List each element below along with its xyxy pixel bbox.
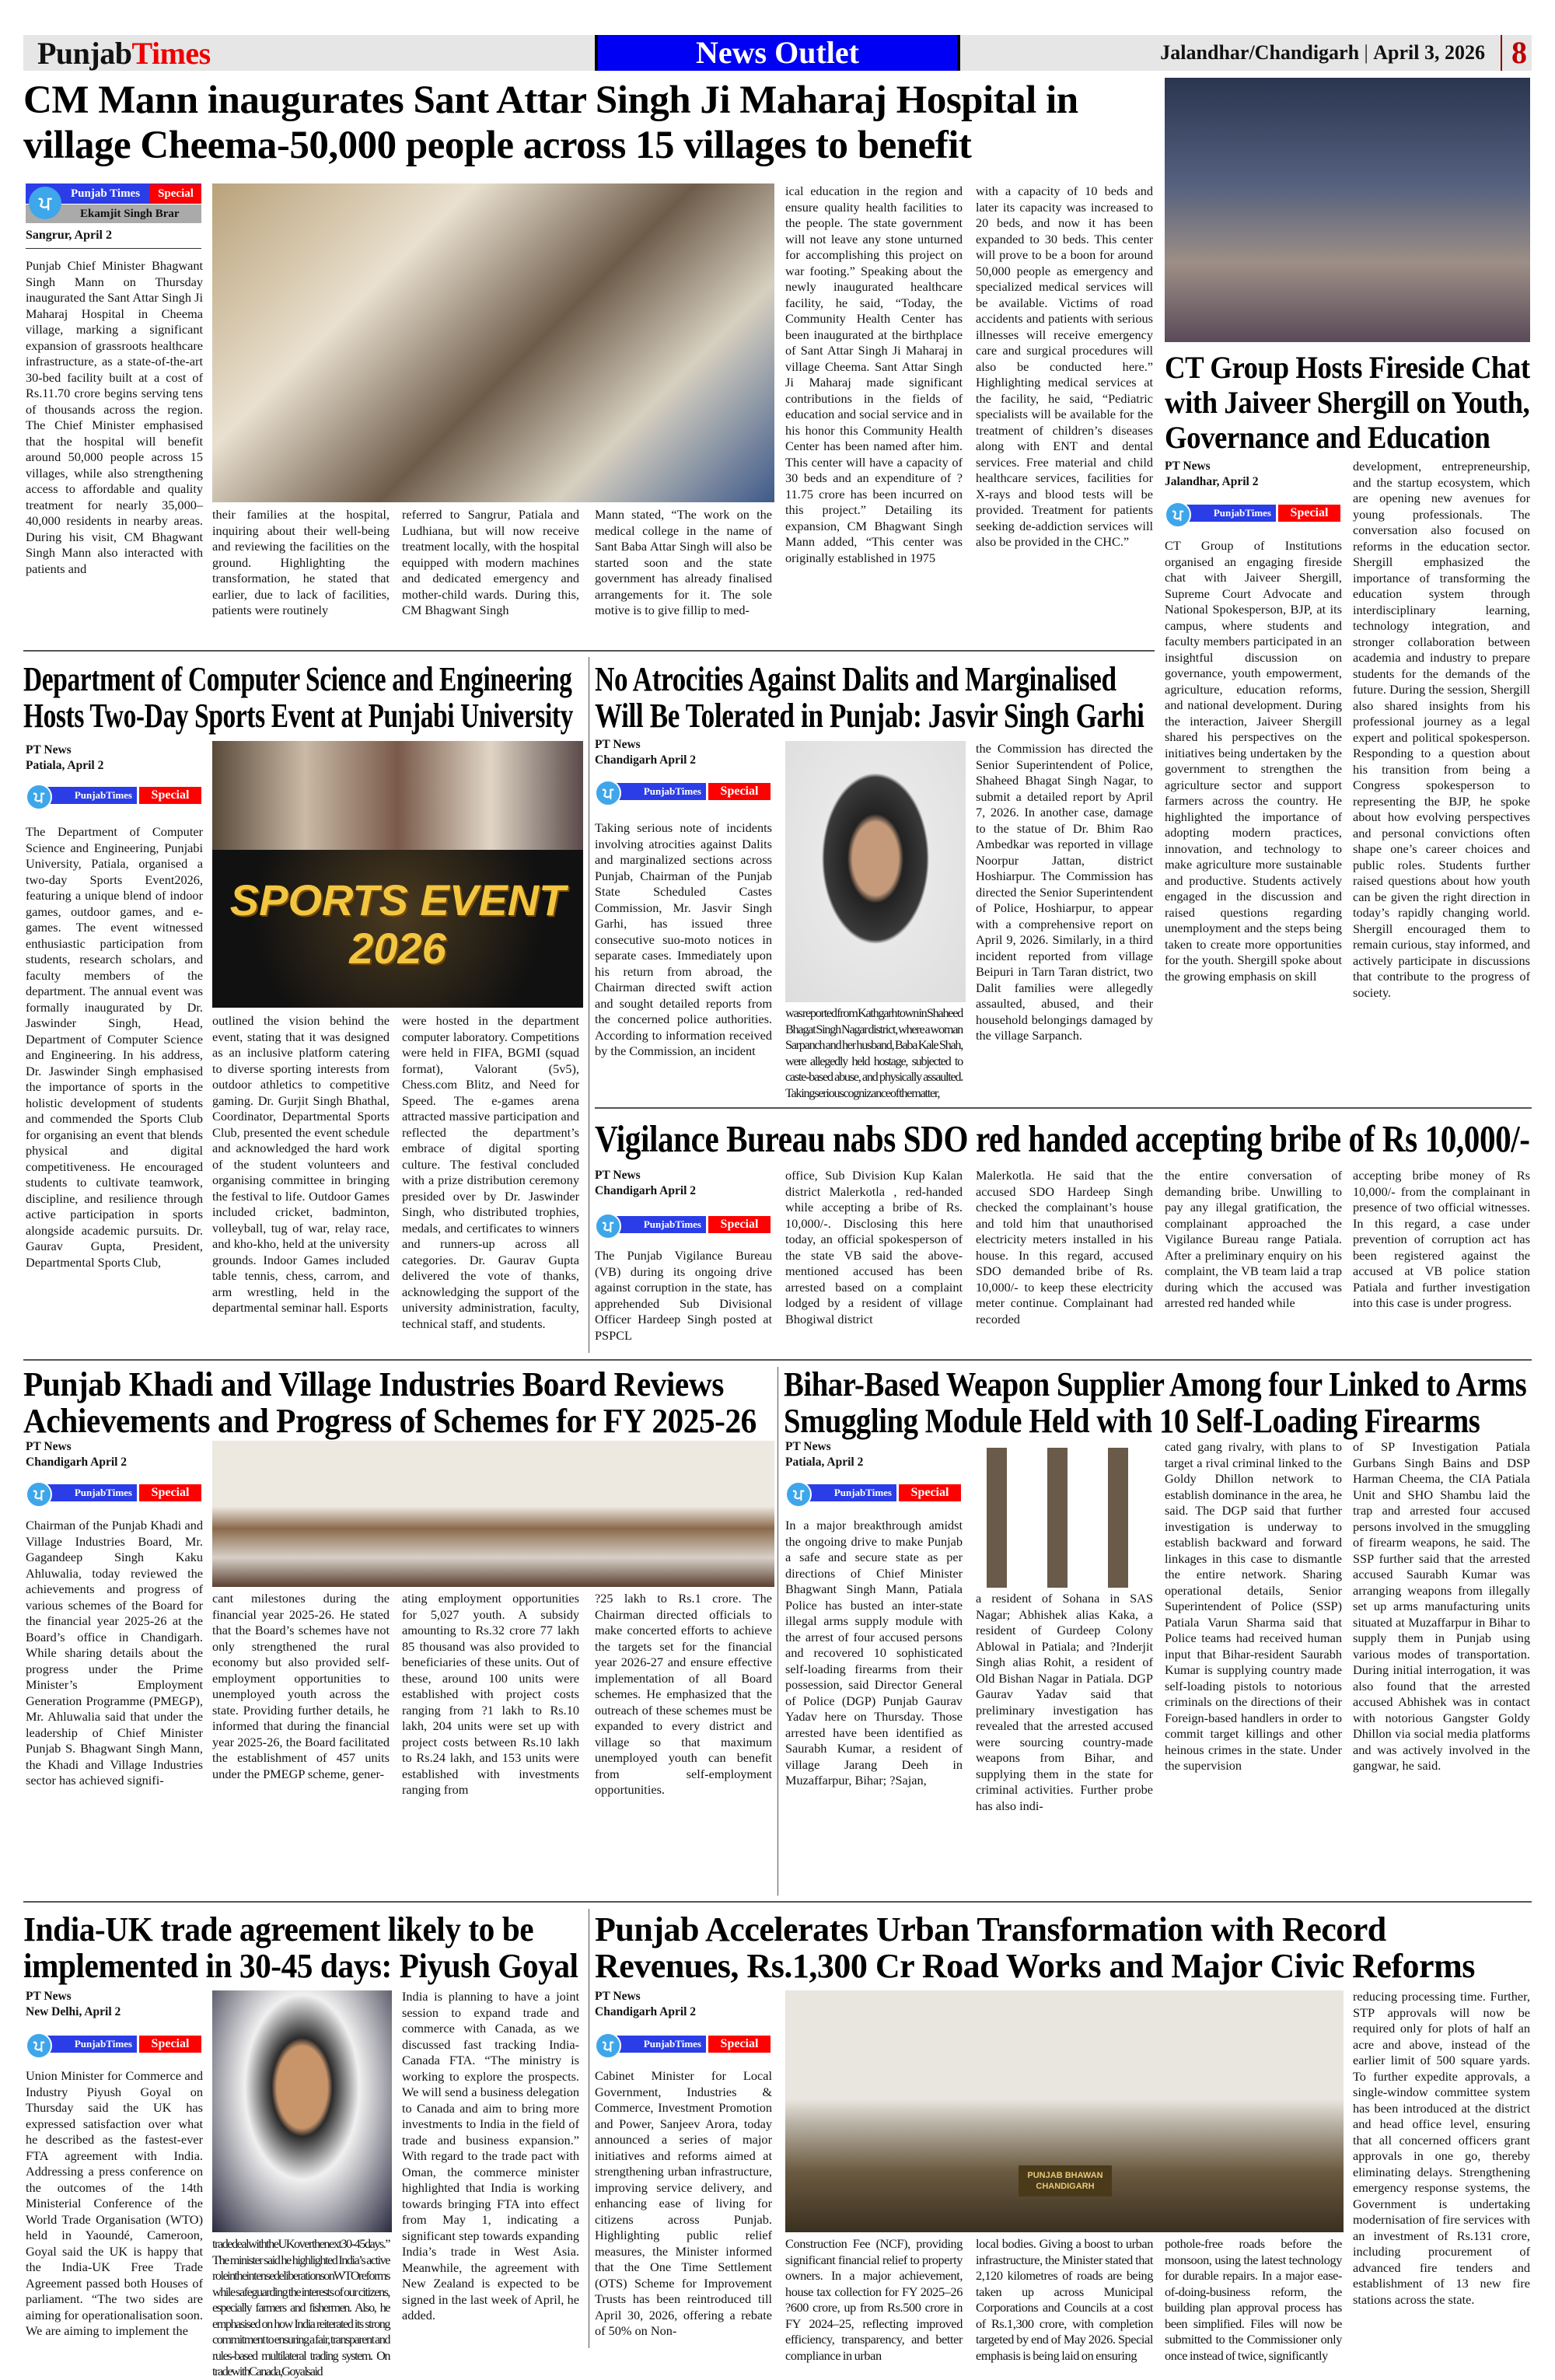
article-column: ?25 lakh to Rs.1 crore. The Chairman directed officials to make concerted efforts to achieve the targets set for the financial year 2026-27 and ensure effective implementation of all Board schemes. He emphasized that the outreach of these schemes must be expanded to every district and village so that maximum unemployed youth can benefit from self-employment opportunities. xyxy=(595,1591,772,1797)
dateline: Chandigarh April 2 xyxy=(595,753,697,767)
article-column: India is planning to have a joint session to expand trade and commerce with Canada, as we discussed fast tracking India-Canada FTA. “The ministry is working to explore the prospects. We will send a business delegation to Canada and aim to bring more investments to India in the field of trade and business expansion.” With regard to the trade pact with Oman, the commerce minister highlighted that India is working towards bringing FTA into effect from May 1, indicating a significant step towards expanding India’s trade in West Asia. Meanwhile, the agreement with New Zealand is expected to be signed in the last week of April, he added. xyxy=(402,1989,579,2322)
source: PT News xyxy=(26,1990,72,2003)
author-name: Ekamjit Singh Brar xyxy=(80,208,180,220)
dateline: Patiala, April 2 xyxy=(785,1456,864,1469)
article-column: development, entrepreneurship, and the startup ecosystem, which are opening new avenues for young professionals. The conversation also focused on reforms in the education sector. Shergill emphasized the importance of transforming the education system through interdisciplinary learning, technology integration, and stronger collaboration between academia and industry to prepare students for the demands of the future. During the session, Shergill also shared insights from his professional journey as a legal expert and political spokesperson. Responding to a question about his transition from being a Congress spokesperson to representing the BJP, he spoke about how evolving perspectives and personal convictions often shape one’s career choices and public roles. Students further raised questions about how youth can be given the right direction in today’s rapidly changing world. Shergill encouraged them to remain curious, stay informed, and actively participate in discussions that contribute to the progress of society. xyxy=(1353,459,1530,1000)
dateline: Patiala, April 2 xyxy=(26,759,104,772)
special-badge: ਪ PunjabTimes Special xyxy=(26,2032,201,2056)
article-column: Construction Fee (NCF), providing significant financial relief to property owners. In a major achievement, house tax collection for FY 2025–26 ?600 crore, up from Rs.500 crore in FY 2024–25, reflecting improved efficiency, transparency, and better compliance in urban xyxy=(785,2236,963,2363)
divider xyxy=(595,1107,1532,1109)
logo-part-1: Punjab xyxy=(37,36,132,71)
article-column: cated gang rivalry, with plans to target a rival criminal linked to the Goldy Dhillon network to establish dominance in the area, he said. The DGP said that further investigation is underway to establish backward and forward linkages in this case to dismantle the entire network. Sharing operational details, Senior Superintendent of Police (SSP) Patiala Varun Sharma said that Police teams had received human input that Bihar-resident Saurabh Kumar is supplying country made self-loading pistols to notorious criminals on the directions of their Foreign-based handlers in order to commit target killings and other heinous crimes in the state. Under the supervision xyxy=(1165,1439,1342,1773)
special-badge: ਪ PunjabTimes Special xyxy=(595,2032,771,2056)
divider xyxy=(23,650,1155,652)
article-column: reducing processing time. Further, STP approvals will now be required only for plots of half an acre and above, instead of the earlier limit of 500 square yards. To further expedite approvals, a single-window committee system has been introduced at the district and head office level, ensuring that all concerned officers grant approvals in one go, thereby eliminating delays. Strengthening emergency response systems, the Government is undertaking modernisation of fire services with an investment of Rs.131 crore, including procurement of advanced fire tenders and establishment of 13 new fire stations across the state. xyxy=(1353,1989,1530,2307)
newspaper-logo xyxy=(37,36,211,72)
logo-icon: ਪ xyxy=(26,1481,52,1508)
article-column: a resident of Sohana in SAS Nagar; Abhishek alias Kaka, a resident of Gurdeep Colony Ablowal in Patiala; and ?Inderjit Singh alias Rohit, a resident of Old Bishan Nagar in Patiala. DGP Gaurav Yadav said that preliminary investigation has revealed that the arrested accused were sourcing country-made weapons from Bihar, and supplying them in the state for criminal activities. Further probe has also indi- xyxy=(976,1591,1153,1813)
headline-arms-module: Bihar-Based Weapon Supplier Among four Linked to Arms Smuggling Module Held with 10 Self-Loading Firearms xyxy=(784,1365,1527,1440)
article-column: accepting bribe money of Rs 10,000/- from the complainant in presence of two official witnesses. In this regard, a case under prevention of corruption act has been registered against the accused at VB police station Patiala and further investigation into this case is under progress. xyxy=(1353,1168,1530,1310)
article-column: their families at the hospital, inquiring about their well-being and reviewing the facilities on the ground. Highlighting the transformation, he stated that earlier, due to lack of facilities, patients were routinely xyxy=(212,507,390,617)
article-column: were hosted in the department computer laboratory. Competitions were held in FIFA, BGMI (squad format), Valorant (5v5), Chess.com Blitz, and Need for Speed. The e-games arena attracted massive participation and reflected the department’s embrace of digital sporting culture. The festival concluded with a prize distribution ceremony presided over by Dr. Jaswinder Singh, who distributed trophies, medals, and certificates to winners and runners-up across all categories. Dr. Gaurav Gupta delivered the vote of thanks, acknowledging the support of the university administration, faculty, technical staff, and students. xyxy=(402,1013,579,1331)
article-column: was reported from Kathgarh town in Shaheed Bhagat Singh Nagar district, where a woman Sarpanch and her husband, Baba Kale Shah, were allegedly held hostage, subjected to caste-based abuse, and physically assaulted. Taking serious cognizance of the matter, xyxy=(785,1005,963,1100)
dateline: Jalandhar, April 2 xyxy=(1165,475,1259,488)
source: PT News xyxy=(1165,460,1211,473)
separator: | xyxy=(1364,41,1374,64)
logo-icon: ਪ xyxy=(29,187,61,219)
special-badge: ਪ PunjabTimes Special xyxy=(595,780,771,803)
issue-date: April 3, 2026 xyxy=(1373,41,1485,64)
article-column: the entire conversation of demanding bribe. Unwilling to pay any illegal gratification, the complainant approached the Vigilance Bureau range Patiala. After a preliminary enquiry on his complaint, the VB team laid a trap during which the accused was arrested red handed while xyxy=(1165,1168,1342,1310)
badge-brand: Punjab Times xyxy=(71,187,141,200)
article-column: the Commission has directed the Senior Superintendent of Police, Shaheed Bhagat Singh Nagar, to submit a detailed report by April 7, 2026. In another case, damage to the statue of Dr. Bhim Rao Ambedkar was reported in village Noorpur Jattan, district Hoshiarpur. The Commission has directed the Senior Superintendent of Police, Hoshiarpur, to appear with a comprehensive report on April 9, 2026. Similarly, in a third incident reported from village Beipuri in Tarn Taran district, two Dalit families were allegedly assaulted, abused, and their household belongings damaged by the village Sarpanch. xyxy=(976,741,1153,1043)
special-badge: ਪ PunjabTimes Special xyxy=(26,784,201,807)
article-column: of SP Investigation Patiala Gurbans Singh Bains and DSP Harman Cheema, the CIA Patiala Unit and SHO Shambu laid the trap and arrested four accused persons involved in the smuggling of firearm weapons, he said. The SSP further said that the arrested accused Saurabh Kumar was arranging weapons from illegally set up arms manufacturing units situated at Muzaffarpur in Bihar to supply them in Punjab using various modes of transportation. During initial interrogation, it was also found that the arrested accused Abhishek was in contact with notorious Gangster Goldy Dhillon via social media platforms and was actively involved in the gangwar, he said. xyxy=(1353,1439,1530,1773)
headline-india-uk-trade: India-UK trade agreement likely to be implemented in 30-45 days: Piyush Goyal xyxy=(23,1910,578,1985)
photo-hospital-inauguration xyxy=(212,183,774,502)
headline-ct-group: CT Group Hosts Fireside Chat with Jaiveer Shergill on Youth, Governance and Education xyxy=(1165,350,1530,455)
divider xyxy=(23,1901,1532,1903)
section-title: News Outlet xyxy=(595,35,960,71)
headline-urban-transformation: Punjab Accelerates Urban Transformation with Record Revenues, Rs.1,300 Cr Road Works and Major Civic Reforms xyxy=(595,1910,1475,1985)
source: PT News xyxy=(595,1169,641,1182)
photo-khadi-meeting xyxy=(212,1441,774,1587)
logo-icon: ਪ xyxy=(1165,502,1191,528)
article-column: Mann stated, “The work on the medical college in the name of Sant Baba Attar Singh will also be started soon and the state government has already finalised arrangements for it. The sole motive is to give fillip to med- xyxy=(595,507,772,617)
photo-jasvir-singh-garhi xyxy=(785,741,966,1002)
article-column: local bodies. Giving a boost to urban infrastructure, the Minister stated that 2,120 kilometres of roads are being taken up across Municipal Corporations and Councils at a cost of Rs.1,300 crore, with completion targeted by end of May 2026. Special emphasis is being laid on ensuring xyxy=(976,2236,1153,2363)
article-column: Taking serious note of incidents involving atrocities against Dalits and marginalized sections across Punjab, Chairman of the Punjab State Scheduled Castes Commission, Mr. Jasvir Singh Garhi, has issued three consecutive suo-moto notices in separate cases. Immediately upon his return from abroad, the Chairman directed swift action and sought detailed reports from the concerned police authorities. According to information received by the Commission, an incident xyxy=(595,820,772,1058)
article-column: The Punjab Vigilance Bureau (VB) during its ongoing drive against corruption in the state, has apprehended Sub Divisional Officer Hardeep Singh posted at PSPCL xyxy=(595,1248,772,1343)
logo-icon: ਪ xyxy=(595,780,621,806)
article-column: trade deal with the UK over the next 30-45 days.” The minister said he highlighted India’s active role in the intense deliberations on WTO reforms while safeguarding the interests of our citizens, especially farmers and fishermen. Also, he emphasised on how India reiterated its strong commitment to ensuring a fair, transparent and rules-based multilateral trading system. On trade with Canada, Goyal said xyxy=(212,2236,390,2378)
article-column: Chairman of the Punjab Khadi and Village Industries Board, Mr. Gagandeep Singh Kaku Ahluwalia, today reviewed the achievements and progress of various schemes of the Board for the financial year 2025-26 at the Board’s office in Chandigarh. While sharing details about the progress under the Prime Minister’s Employment Generation Programme (PMEGP), Mr. Ahluwalia said that under the leadership of Chief Minister Punjab S. Bhagwant Singh Mann, the Khadi and Village Industries sector has achieved signifi- xyxy=(26,1518,203,1788)
special-badge: ਪ PunjabTimes Special xyxy=(595,1213,771,1236)
source: PT News xyxy=(785,1440,831,1453)
article-column: In a major breakthrough amidst the ongoing drive to make Punjab a safe and secure state as per directions of Chief Minister Bhagwant Singh Mann, Patiala Police has busted an inter-state illegal arms supply module with the arrest of four accused persons and recovered 10 sophisticated self-loading firearms from their possession, said Director General of Police (DGP) Punjab Gaurav Yadav here on Thursday. Those arrested have been identified as Saurabh Kumar, a resident of village Jarang Deeh in Muzaffarpur, Bihar; ?Sajan, xyxy=(785,1518,963,1788)
article-column: Union Minister for Commerce and Industry Piyush Goyal on Thursday said the UK has expressed satisfaction over what he described as the fastest-ever FTA agreement with India. Addressing a press conference on the outcomes of the 14th Ministerial Conference of the World Trade Organisation (WTO) held in Yaoundé, Cameroon, Goyal said the UK is happy that the India-UK Free Trade Agreement passed both Houses of parliament. “The two sides are aiming for operationalisation soon. We are aiming to implement the xyxy=(26,2068,203,2338)
article-column: office, Sub Division Kup Kalan district Malerkotla , red-handed while accepting a bribe of Rs. 10,000/-. Disclosing this here today, an official spokesperson of the state VB said the above-mentioned accused has been arrested based on a complaint lodged by a resident of village Bhogiwal district xyxy=(785,1168,963,1326)
edition: Jalandhar/Chandigarh xyxy=(1160,41,1360,64)
article-column: CT Group of Institutions organised an engaging fireside chat with Jaiveer Shergill, Supreme Court Advocate and National Spokesperson, BJP, at its campus, where students and faculty members participated in an insightful discussion on governance, youth empowerment, agriculture, education reforms, and national development. During the interaction, Jaiveer Shergill shared his perspectives on the initiatives being undertaken by the government to strengthen the agriculture sector and support farmers across the country. He highlighted the importance of adopting modern practices, innovation, and technology to make agriculture more sustainable and productive. Students actively engaged in the discussion and raised questions regarding unemployment and the steps being taken to create more opportunities for the youth. Shergill spoke about the growing emphasis on skill xyxy=(1165,538,1342,984)
article-column: Cabinet Minister for Local Government, Industries & Commerce, Investment Promotion and Power, Sanjeev Arora, today announced a series of major initiatives and reforms aimed at strengthening urban infrastructure, improving service delivery, and enhancing ease of living for citizens across Punjab. Highlighting public relief measures, the Minister informed that the One Time Settlement (OTS) Scheme for Improvement Trusts has been reintroduced till April 30, 2026, offering a rebate of 50% on Non- xyxy=(595,2068,772,2338)
logo-icon: ਪ xyxy=(785,1481,812,1508)
source: PT News xyxy=(595,738,641,751)
photo-sports-event xyxy=(212,741,583,1008)
dateline: Sangrur, April 2 xyxy=(26,228,201,249)
divider xyxy=(23,1359,1532,1361)
page-number: 8 xyxy=(1501,35,1527,71)
dateline: New Delhi, April 2 xyxy=(26,2005,121,2018)
photo-fireside-chat xyxy=(1165,78,1530,342)
headline-khadi-board: Punjab Khadi and Village Industries Board Reviews Achievements and Progress of Schemes for FY 2025-26 xyxy=(23,1365,757,1440)
special-badge: ਪ PunjabTimes Special xyxy=(1165,502,1340,525)
special-badge: ਪ PunjabTimes Special xyxy=(26,1481,201,1505)
sports-banner-text: SPORTS EVENT 2026 xyxy=(212,850,583,1008)
article-column: ical education in the region and ensure quality health facilities to the people. The state government will not leave any stone unturned for accomplishing this project on war footing.” Speaking about the newly inaugurated healthcare facility, he said, “Today, the Community Health Center has been inaugurated at the birthplace of Sant Attar Singh Ji Maharaj in village Cheema. Sant Attar Singh Ji Maharaj made significant contributions in the fields of education and social service and in his honor this Community Health Center has been named after him. This center will have a capacity of 30 beds and an expenditure of ?11.75 crore has been incurred on this project.” Detailing its expansion, CM Bhagwant Singh Mann added, “This center was originally established in 1975 xyxy=(785,183,963,565)
article-column: outlined the vision behind the event, stating that it was designed as an inclusive platform catering to diverse sporting interests from outdoor athletics to competitive gaming. Dr. Gurjit Singh Bhathal, Coordinator, Departmental Sports Club, presented the event schedule and acknowledged the hard work of the student volunteers and organising committee in bringing the festival to life. Outdoor Games included cricket, badminton, volleyball, tug of war, relay race, and kho-kho, held at the university grounds. Indoor Games included table tennis, chess, carrom, and arm wrestling, held in the departmental seminar hall. Esports xyxy=(212,1013,390,1315)
photo-seized-pistols xyxy=(976,1448,1155,1588)
photo-piyush-goyal xyxy=(212,1990,392,2232)
special-badge xyxy=(26,183,201,222)
article-column: The Department of Computer Science and Engineering, Punjabi University, Patiala, organised a two-day Sports Event2026, featuring a unique blend of indoor games, outdoor games, and e-games. The event witnessed enthusiastic participation from students, research scholars, and faculty members of the department. The annual event was formally inaugurated by Dr. Jaswinder Singh, Head, Department of Computer Science and Engineering. In his address, Dr. Jaswinder Singh emphasised the importance of sports in the holistic development of students and commended the Sports Club for organising an event that blends physical and digital competitiveness. He encouraged students to cultivate teamwork, discipline, and resilience through active participation in sports alongside academic pursuits. Dr. Gaurav Gupta, President, Departmental Sports Club, xyxy=(26,824,203,1270)
source: PT News xyxy=(595,1990,641,2003)
photo-press-conference xyxy=(785,1990,1344,2232)
article-column: Malerkotla. He said that the accused SDO Hardeep Singh checked the complainant’s house and told him that unauthorised electricity meters installed in his house. In this regard, accused SDO demanded bribe of Rs. 10,000/- to keep these electricity meter continue. Complainant had recorded xyxy=(976,1168,1153,1326)
article-column: Punjab Chief Minister Bhagwant Singh Mann on Thursday inaugurated the Sant Attar Singh Ji Maharaj Hospital in Cheema village, marking a significant expansion of grassroots healthcare infrastructure, as a state-of-the-art 30-bed facility built at a cost of Rs.11.70 crore begins serving tens of thousands across the region. The Chief Minister emphasised that the hospital will benefit around 50,000 people across 15 villages, while also strengthening access to affordable and quality treatment for nearly 35,000–40,000 residents in nearby areas. During his visit, CM Bhagwant Singh Mann also interacted with patients and xyxy=(26,258,203,576)
article-column: ating employment opportunities for 5,027 youth. A subsidy amounting to Rs.32 crore 77 lakh 85 thousand was also provided to beneficiaries of these units. Out of these, around 100 units were established with project costs ranging from ?1 lakh to Rs.10 lakh, 204 units were set up with project costs between Rs.10 lakh to Rs.24 lakh, and 153 units were established with investments ranging from xyxy=(402,1591,579,1797)
article-column: pothole-free roads before the monsoon, using the latest technology for durable repairs. In a major ease-of-doing-business reform, the building plan approval process has been simplified. Files will now be submitted to the Commissioner only once instead of twice, significantly xyxy=(1165,2236,1342,2363)
logo-icon: ਪ xyxy=(26,784,52,810)
article-column: cant milestones during the financial year 2025-26. He stated that the Board’s schemes have not only strengthened the rural economy but also provided self-employment opportunities to unemployed youth across the state. Providing further details, he informed that during the financial year 2025-26, the Board facilitated the establishment of 457 units under the PMEGP scheme, gener- xyxy=(212,1591,390,1781)
headline-vigilance: Vigilance Bureau nabs SDO red handed accepting bribe of Rs 10,000/- xyxy=(595,1117,1530,1160)
headline-cm-mann: CM Mann inaugurates Sant Attar Singh Ji Maharaj Hospital in village Cheema-50,000 people across 15 villages to benefit xyxy=(23,79,1078,167)
article-column: referred to Sangrur, Patiala and Ludhiana, but will now receive treatment locally, with the hospital equipped with modern machines and dedicated emergency and mother-child wards. During this, CM Bhagwant Singh xyxy=(402,507,579,617)
article-column: with a capacity of 10 beds and later its capacity was increased to 20 beds, and now it has been expanded to 30 beds. This center will prove to be a boon for around 50,000 people as emergency and specialized medical services will be available. Victims of road accidents and patients with serious illnesses will receive emergency care and surgical procedures will also be conducted here.” Highlighting medical services at the facility, he said, “Pediatric specialists will be available for the treatment of children’s diseases along with ENT and dental services. Free material and child healthcare services, facilities for X-rays and blood tests will be provided. Treatment for patients seeking de-addiction services will also be provided in the CHC.” xyxy=(976,183,1153,549)
logo-part-2: Times xyxy=(131,36,211,71)
logo-icon: ਪ xyxy=(595,1213,621,1239)
headline-sports-event: Department of Computer Science and Engineering Hosts Two-Day Sports Event at Punjabi University xyxy=(23,660,573,735)
headline-no-atrocities: No Atrocities Against Dalits and Marginalised Will Be Tolerated in Punjab: Jasvir Singh Garhi xyxy=(595,660,1144,735)
edition-dateline xyxy=(1160,35,1485,71)
dateline: Chandigarh April 2 xyxy=(595,2005,697,2018)
dateline: Chandigarh April 2 xyxy=(595,1184,697,1197)
logo-icon: ਪ xyxy=(595,2032,621,2059)
source: PT News xyxy=(26,1440,72,1453)
podium-sign: PUNJAB BHAWAN CHANDIGARH xyxy=(1019,2165,1112,2197)
badge-special: Special xyxy=(150,184,201,203)
source: PT News xyxy=(26,743,72,757)
special-badge: ਪ PunjabTimes Special xyxy=(785,1481,961,1505)
dateline: Chandigarh April 2 xyxy=(26,1456,128,1469)
logo-icon: ਪ xyxy=(26,2032,52,2059)
